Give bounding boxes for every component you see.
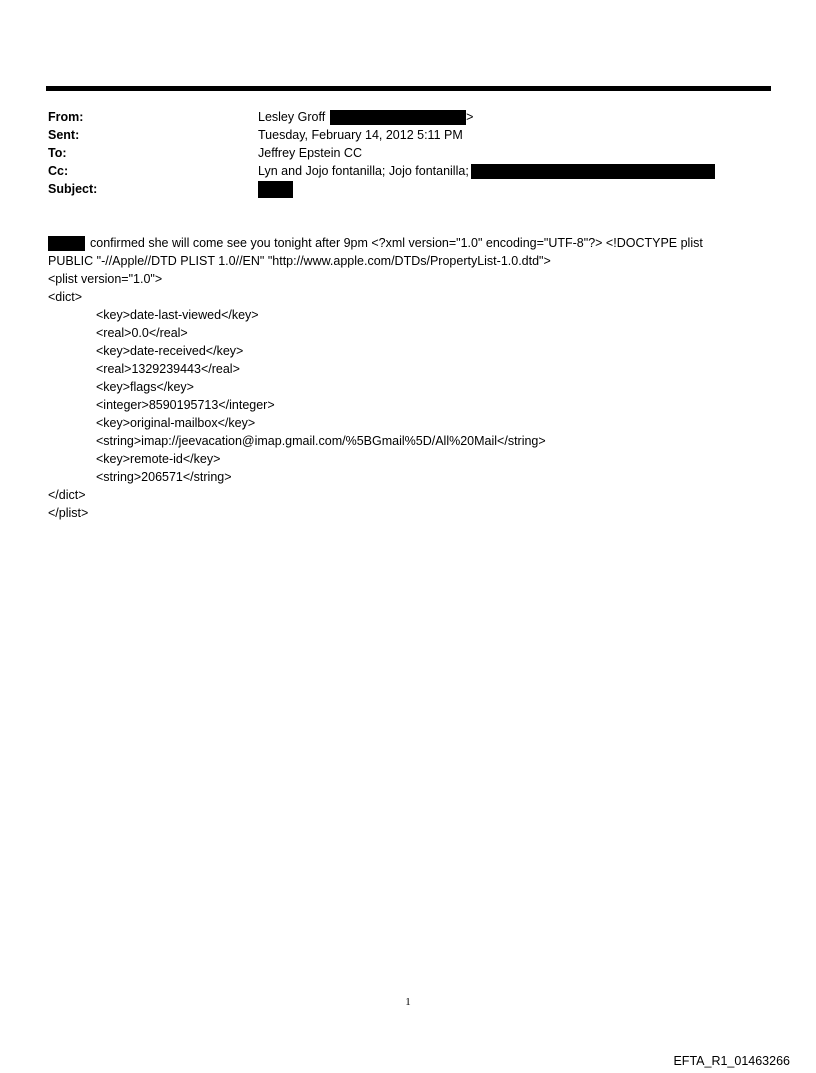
cc-value: [258, 162, 715, 180]
dict-line: <string>imap://jeevacation@imap.gmail.com/%5BGmail%5D/All%20Mail</string>: [96, 434, 546, 448]
header-rule: [46, 86, 771, 91]
to-label: To:: [48, 146, 67, 160]
cc-row: [48, 162, 715, 180]
subject-value: [258, 180, 293, 198]
subject-row: [48, 180, 715, 198]
from-name: Lesley Groff: [258, 110, 326, 124]
dict-line: <key>remote-id</key>: [96, 452, 221, 466]
dict-line: <key>original-mailbox</key>: [96, 416, 256, 430]
dict-line: <key>date-received</key>: [96, 344, 244, 358]
body-text-line1: confirmed she will come see you tonight after 9pm <?xml version="1.0" encoding="UTF-8"?> <!DOCTYPE plist: [90, 236, 703, 250]
to-row: [48, 144, 715, 162]
dict-line: <real>1329239443</real>: [96, 362, 240, 376]
from-label: From:: [48, 110, 84, 124]
page-number: 1: [405, 996, 411, 1008]
plist-close: </plist>: [48, 506, 89, 520]
dict-line: <string>206571</string>: [96, 470, 232, 484]
body-line: [48, 234, 760, 252]
from-row: [48, 108, 715, 126]
redaction-box: [471, 164, 715, 179]
from-value: [258, 108, 473, 126]
redaction-box: [258, 181, 293, 198]
redaction-box: [330, 110, 466, 125]
dict-close: </dict>: [48, 488, 86, 502]
cc-names: Lyn and Jojo fontanilla; Jojo fontanilla;: [258, 164, 469, 178]
bates-number: EFTA_R1_01463266: [673, 1054, 790, 1068]
sent-row: [48, 126, 715, 144]
sent-value: Tuesday, February 14, 2012 5:11 PM: [258, 128, 463, 142]
cc-label: Cc:: [48, 164, 69, 178]
subject-label: Subject:: [48, 182, 98, 196]
body-text-line2: PUBLIC "-//Apple//DTD PLIST 1.0//EN" "http://www.apple.com/DTDs/PropertyList-1.0.dtd">: [48, 254, 551, 268]
email-body: [48, 234, 760, 522]
dict-line: <key>date-last-viewed</key>: [96, 308, 259, 322]
plist-open: <plist version="1.0">: [48, 272, 163, 286]
to-value: Jeffrey Epstein CC: [258, 146, 362, 160]
dict-line: <integer>8590195713</integer>: [96, 398, 275, 412]
sent-label: Sent:: [48, 128, 80, 142]
from-suffix: >: [466, 110, 474, 124]
dict-open: <dict>: [48, 290, 83, 304]
dict-line: <real>0.0</real>: [96, 326, 188, 340]
redaction-box: [48, 236, 85, 251]
email-header: [48, 108, 715, 198]
dict-line: <key>flags</key>: [96, 380, 194, 394]
